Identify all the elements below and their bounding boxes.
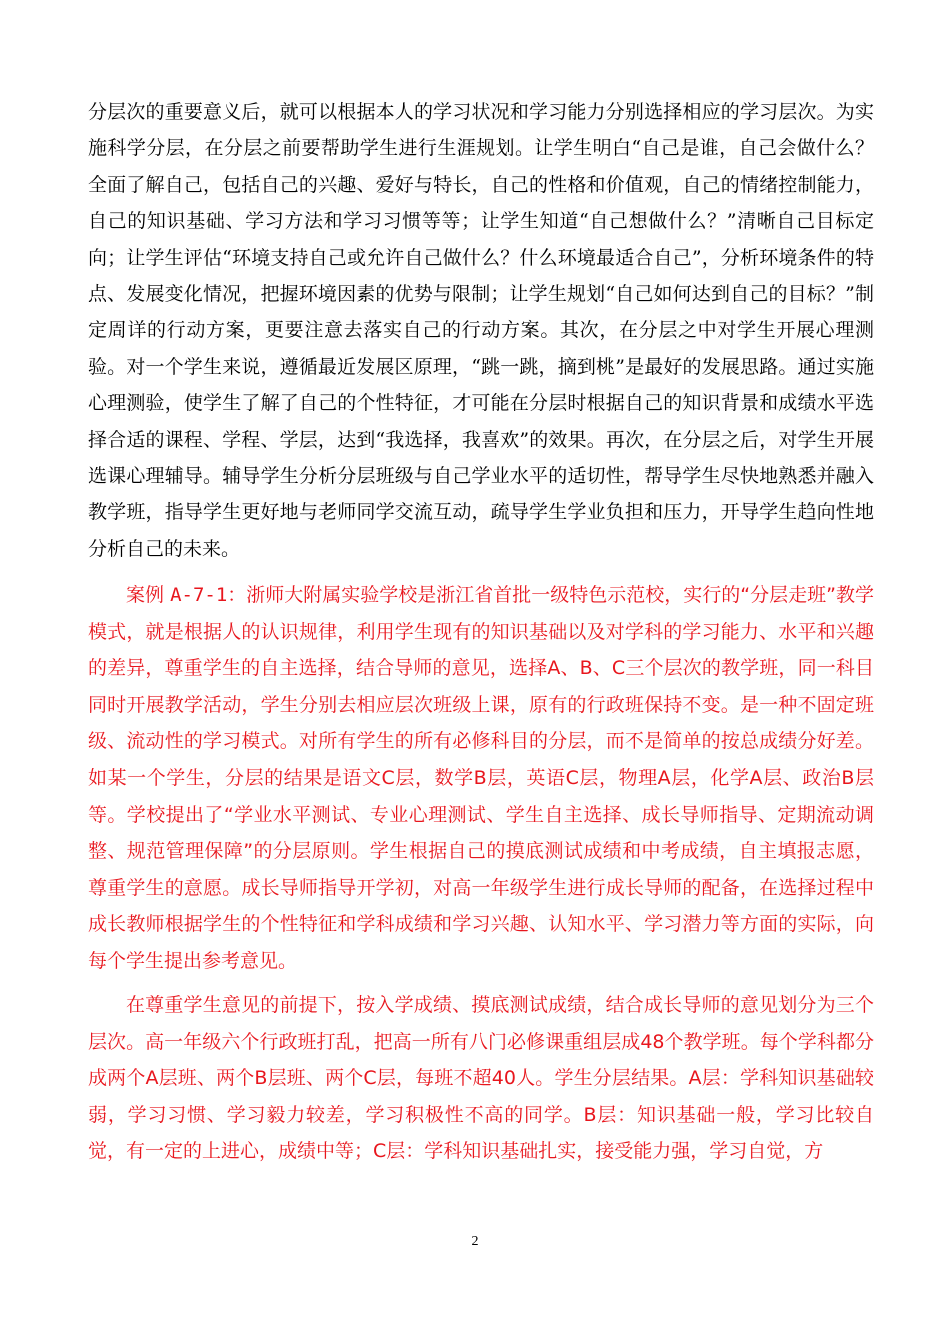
paragraph-career-planning: 分层次的重要意义后，就可以根据本人的学习状况和学习能力分别选择相应的学习层次。为实施科学分层，在分层之前要帮助学生进行生涯规划。让学生明白“自己是谁，自己会做什么？全面了解自己，包括自己的兴趣、爱好与特长，自己的性格和价值观，自己的情绪控制能力，自己的知识基础、学习方法和学习习惯等等；让学生知道“自己想做什么？”清晰自己目标定向；让学生评估“环境支持自己或允许自己做什么？什么环境最适合自己”，分析环境条件的特点、发展变化情况，把握环境因素的优势与限制；让学生规划“自己如何达到自己的目标？”制定周详的行动方案，更要注意去落实自己的行动方案。其次，在分层之中对学生开展心理测验。对一个学生来说，遵循最近发展区原理，“跳一跳，摘到桃”是最好的发展思路。通过实施心理测验，使学生了解了自己的个性特征，才可能在分层时根据自己的知识背景和成绩水平选择合适的课程、学程、学层，达到“我选择，我喜欢”的效果。再次，在分层之后，对学生开展选课心理辅导。辅导学生分析分层班级与自己学业水平的适切性，帮导学生尽快地熟悉并融入教学班，指导学生更好地与老师同学交流互动，疏导学生学业负担和压力，开导学生趋向性地分析自己的未来。: [88, 101, 874, 560]
case-label-id: A-7-1: [170, 584, 228, 606]
page-number: 2: [471, 1234, 479, 1249]
paragraph-layering-results: 在尊重学生意见的前提下，按入学成绩、摸底测试成绩，结合成长导师的意见划分为三个层次。高一年级六个行政班打乱，把高一所有八门必修课重组层成48个教学班。每个学科都分成两个A层班、两个B层班、两个C层，每班不超40人。学生分层结果。A层：学科知识基础较弱，学习习惯、学习毅力较差，学习积极性不高的同学。B层：知识基础一般，学习比较自觉，有一定的上进心，成绩中等；C层：学科知识基础扎实，接受能力强，学习自觉，方: [88, 994, 874, 1163]
paragraph-case-study: [88, 577, 874, 980]
case-label-prefix: 案例: [126, 584, 165, 606]
case-body-text: ：浙师大附属实验学校是浙江省首批一级特色示范校，实行的“分层走班”教学模式，就是根据人的认识规律，利用学生现有的知识基础以及对学科的学习能力、水平和兴趣的差异，尊重学生的自主选择，结合导师的意见，选择A、B、C三个层次的教学班，同一科目同时开展教学活动，学生分别去相应层次班级上课，原有的行政班保持不变。是一种不固定班级、流动性的学习模式。对所有学生的所有必修科目的分层，而不是简单的按总成绩分好差。如某一个学生，分层的结果是语文C层，数学B层，英语C层，物理A层，化学A层、政治B层等。学校提出了“学业水平测试、专业心理测试、学生自主选择、成长导师指导、定期流动调整、规范管理保障”的分层原则。学生根据自己的摸底测试成绩和中考成绩，自主填报志愿，尊重学生的意愿。成长导师指导开学初，对高一年级学生进行成长导师的配备，在选择过程中成长教师根据学生的个性特征和学科成绩和学习兴趣、认知水平、学习潜力等方面的实际，向每个学生提出参考意见。: [88, 584, 874, 972]
